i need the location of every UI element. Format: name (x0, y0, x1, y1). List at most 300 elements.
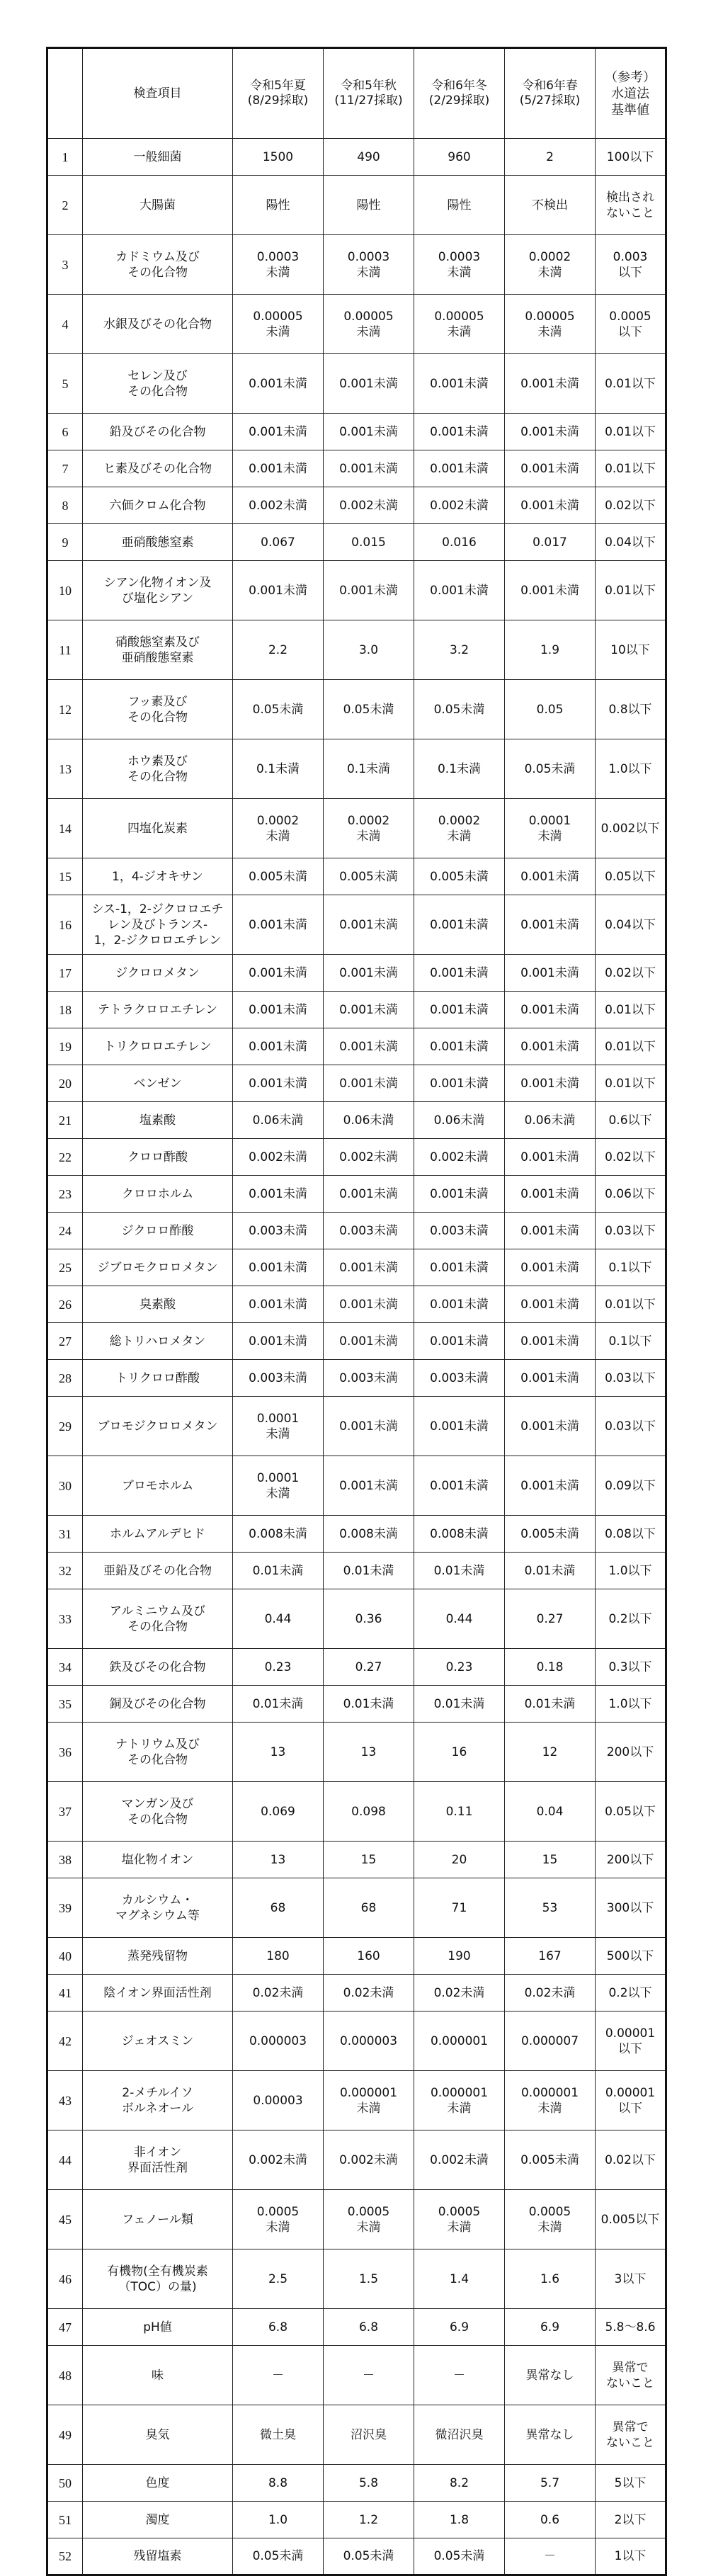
standard-value: 500以下 (596, 1938, 666, 1975)
result-value: 0.36 (324, 1589, 414, 1649)
result-value: 0.00005 未満 (233, 295, 324, 354)
standard-value: 0.01以下 (596, 561, 666, 620)
result-value: 0.06未満 (414, 1102, 505, 1139)
standard-value: 0.03以下 (596, 1360, 666, 1397)
result-value: － (505, 2538, 596, 2575)
row-number: 15 (47, 858, 83, 895)
item-name: 大腸菌 (83, 176, 233, 235)
result-value: 0.001未満 (505, 1139, 596, 1176)
table-row (47, 1686, 666, 1723)
row-number: 44 (47, 2130, 83, 2190)
row-number: 37 (47, 1782, 83, 1842)
item-name: 色度 (83, 2465, 233, 2502)
result-value: 1.5 (324, 2249, 414, 2309)
item-name: 臭気 (83, 2405, 233, 2465)
result-value: 0.001未満 (505, 1397, 596, 1456)
table-row (47, 1456, 666, 1516)
result-value: 5.8 (324, 2465, 414, 2502)
item-name: カルシウム・ マグネシウム等 (83, 1878, 233, 1938)
row-number: 8 (47, 487, 83, 524)
row-number: 18 (47, 992, 83, 1028)
result-value: 68 (324, 1878, 414, 1938)
item-name: セレン及び その化合物 (83, 354, 233, 414)
result-value: 0.002未満 (324, 1139, 414, 1176)
result-value: 0.44 (414, 1589, 505, 1649)
standard-value: 1.0以下 (596, 1553, 666, 1589)
table-row (47, 2249, 666, 2309)
result-value: 0.06未満 (505, 1102, 596, 1139)
result-value: 0.005未満 (233, 858, 324, 895)
standard-value: 0.01以下 (596, 1028, 666, 1065)
result-value: 0.001未満 (233, 1176, 324, 1213)
table-row (47, 1516, 666, 1553)
row-number: 47 (47, 2309, 83, 2346)
item-name: 硝酸態窒素及び 亜硝酸態窒素 (83, 620, 233, 680)
item-name: pH値 (83, 2309, 233, 2346)
row-number: 40 (47, 1938, 83, 1975)
result-value: 490 (324, 139, 414, 176)
header-summer-2023: 令和5年夏 (8/29採取) (233, 48, 324, 139)
result-value: 0.001未満 (505, 1065, 596, 1102)
table-row (47, 680, 666, 739)
table-row (47, 176, 666, 235)
row-number: 12 (47, 680, 83, 739)
row-number: 6 (47, 414, 83, 450)
table-row (47, 2012, 666, 2071)
result-value: 0.000001 未満 (324, 2071, 414, 2130)
result-value: 0.001未満 (324, 895, 414, 955)
result-value: 0.003未満 (324, 1360, 414, 1397)
result-value: 0.017 (505, 524, 596, 561)
result-value: 0.001未満 (505, 895, 596, 955)
result-value: 0.1未満 (233, 739, 324, 799)
result-value: 0.005未満 (505, 2130, 596, 2190)
item-name: フェノール類 (83, 2190, 233, 2249)
result-value: 0.001未満 (414, 895, 505, 955)
item-name: 味 (83, 2346, 233, 2405)
item-name: ブロモホルム (83, 1456, 233, 1516)
standard-value: 100以下 (596, 139, 666, 176)
result-value: 0.0002 未満 (324, 799, 414, 858)
standard-value: 0.0005 以下 (596, 295, 666, 354)
result-value: 異常なし (505, 2346, 596, 2405)
result-value: 960 (414, 139, 505, 176)
row-number: 28 (47, 1360, 83, 1397)
row-number: 10 (47, 561, 83, 620)
result-value: 0.005未満 (414, 858, 505, 895)
result-value: 0.001未満 (324, 1176, 414, 1213)
row-number: 24 (47, 1213, 83, 1249)
item-name: 四塩化炭素 (83, 799, 233, 858)
standard-value: 0.05以下 (596, 1782, 666, 1842)
result-value: 0.002未満 (324, 487, 414, 524)
table-row (47, 1360, 666, 1397)
row-number: 2 (47, 176, 83, 235)
result-value: 0.001未満 (324, 1065, 414, 1102)
result-value: 0.000003 (233, 2012, 324, 2071)
water-quality-table (46, 47, 667, 2576)
result-value: 71 (414, 1878, 505, 1938)
item-name: 水銀及びその化合物 (83, 295, 233, 354)
standard-value: 0.00001 以下 (596, 2071, 666, 2130)
standard-value: 1.0以下 (596, 1686, 666, 1723)
standard-value: 0.3以下 (596, 1649, 666, 1686)
item-name: 塩化物イオン (83, 1842, 233, 1878)
standard-value: 0.003 以下 (596, 235, 666, 295)
result-value: 0.11 (414, 1782, 505, 1842)
table-row (47, 2465, 666, 2502)
row-number: 26 (47, 1286, 83, 1323)
table-row (47, 1213, 666, 1249)
table-row (47, 1553, 666, 1589)
standard-value: 異常で ないこと (596, 2346, 666, 2405)
result-value: 0.001未満 (233, 354, 324, 414)
table-row (47, 739, 666, 799)
result-value: 0.27 (505, 1589, 596, 1649)
result-value: 0.001未満 (324, 1286, 414, 1323)
item-name: シス-1，2-ジクロロエチ レン及びトランス- 1，2-ジクロロエチレン (83, 895, 233, 955)
result-value: 0.001未満 (414, 1323, 505, 1360)
result-value: 0.0002 未満 (414, 799, 505, 858)
table-row (47, 1028, 666, 1065)
result-value: 0.02未満 (233, 1975, 324, 2012)
row-number: 45 (47, 2190, 83, 2249)
row-number: 14 (47, 799, 83, 858)
standard-value: 5.8～8.6 (596, 2309, 666, 2346)
item-name: 塩素酸 (83, 1102, 233, 1139)
result-value: 15 (324, 1842, 414, 1878)
table-row (47, 235, 666, 295)
result-value: 0.001未満 (324, 1456, 414, 1516)
item-name: ブロモジクロロメタン (83, 1397, 233, 1456)
item-name: 六価クロム化合物 (83, 487, 233, 524)
result-value: 0.003未満 (233, 1213, 324, 1249)
result-value: 0.001未満 (414, 1028, 505, 1065)
standard-value: 0.02以下 (596, 487, 666, 524)
result-value: 0.0002 未満 (505, 235, 596, 295)
result-value: 0.002未満 (233, 1139, 324, 1176)
row-number: 36 (47, 1723, 83, 1782)
result-value: 0.005未満 (324, 858, 414, 895)
row-number: 34 (47, 1649, 83, 1686)
row-number: 46 (47, 2249, 83, 2309)
standard-value: 0.1以下 (596, 1249, 666, 1286)
result-value: 0.01未満 (324, 1553, 414, 1589)
result-value: 0.01未満 (505, 1553, 596, 1589)
result-value: 0.003未満 (324, 1213, 414, 1249)
item-name: ホウ素及び その化合物 (83, 739, 233, 799)
result-value: 0.001未満 (505, 487, 596, 524)
item-name: 陰イオン界面活性剤 (83, 1975, 233, 2012)
result-value: 0.05未満 (414, 2538, 505, 2575)
item-name: シアン化物イオン及 び塩化シアン (83, 561, 233, 620)
row-number: 51 (47, 2502, 83, 2538)
row-number: 50 (47, 2465, 83, 2502)
item-name: 臭素酸 (83, 1286, 233, 1323)
header-standard (596, 48, 666, 139)
result-value: 0.001未満 (324, 561, 414, 620)
result-value: 0.005未満 (505, 1516, 596, 1553)
item-name: ジクロロ酢酸 (83, 1213, 233, 1249)
item-name: 総トリハロメタン (83, 1323, 233, 1360)
result-value: 0.001未満 (233, 1249, 324, 1286)
result-value: 0.44 (233, 1589, 324, 1649)
standard-value: 0.05以下 (596, 858, 666, 895)
result-value: 0.003未満 (233, 1360, 324, 1397)
table-row (47, 2405, 666, 2465)
result-value: 0.001未満 (233, 414, 324, 450)
result-value: 0.015 (324, 524, 414, 561)
result-value: 0.001未満 (414, 561, 505, 620)
result-value: － (324, 2346, 414, 2405)
result-value: 0.00005 未満 (414, 295, 505, 354)
result-value: 1.6 (505, 2249, 596, 2309)
result-value: 0.001未満 (414, 354, 505, 414)
result-value: 0.001未満 (505, 992, 596, 1028)
header-item: 検査項目 (83, 48, 233, 139)
result-value: 0.0005 未満 (324, 2190, 414, 2249)
standard-value: 検出され ないこと (596, 176, 666, 235)
item-name: テトラクロロエチレン (83, 992, 233, 1028)
table-row (47, 354, 666, 414)
result-value: 13 (233, 1842, 324, 1878)
standard-value: 0.01以下 (596, 992, 666, 1028)
standard-value: 0.02以下 (596, 955, 666, 992)
item-name: ヒ素及びその化合物 (83, 450, 233, 487)
result-value: 0.05未満 (233, 2538, 324, 2575)
table-row (47, 1286, 666, 1323)
table-row (47, 450, 666, 487)
result-value: 0.01未満 (414, 1686, 505, 1723)
result-value: 0.001未満 (324, 992, 414, 1028)
result-value: 0.05未満 (414, 680, 505, 739)
result-value: 12 (505, 1723, 596, 1782)
result-value: 190 (414, 1938, 505, 1975)
item-name: 一般細菌 (83, 139, 233, 176)
table-row (47, 799, 666, 858)
item-name: 鉛及びその化合物 (83, 414, 233, 450)
result-value: 3.2 (414, 620, 505, 680)
item-name: 非イオン 界面活性剤 (83, 2130, 233, 2190)
result-value: 8.2 (414, 2465, 505, 2502)
result-value: 0.001未満 (414, 1397, 505, 1456)
result-value: 0.0003 未満 (414, 235, 505, 295)
result-value: 0.0002 未満 (233, 799, 324, 858)
result-value: 0.000003 (324, 2012, 414, 2071)
row-number: 4 (47, 295, 83, 354)
row-number: 3 (47, 235, 83, 295)
table-row (47, 139, 666, 176)
result-value: 微沼沢臭 (414, 2405, 505, 2465)
result-value: 0.001未満 (505, 561, 596, 620)
table-row (47, 2130, 666, 2190)
result-value: 0.002未満 (233, 487, 324, 524)
result-value: 陽性 (414, 176, 505, 235)
result-value: 0.00003 (233, 2071, 324, 2130)
row-number: 48 (47, 2346, 83, 2405)
result-value: 1.4 (414, 2249, 505, 2309)
result-value: 0.067 (233, 524, 324, 561)
result-value: 0.001未満 (233, 1065, 324, 1102)
item-name: ジブロモクロロメタン (83, 1249, 233, 1286)
result-value: 0.001未満 (233, 955, 324, 992)
result-value: 0.001未満 (324, 354, 414, 414)
table-row (47, 487, 666, 524)
result-value: 0.0005 未満 (505, 2190, 596, 2249)
result-value: 0.27 (324, 1649, 414, 1686)
standard-value: 0.005以下 (596, 2190, 666, 2249)
standard-value: 0.01以下 (596, 354, 666, 414)
result-value: 8.8 (233, 2465, 324, 2502)
item-name: アルミニウム及び その化合物 (83, 1589, 233, 1649)
result-value: 0.001未満 (233, 992, 324, 1028)
table-row (47, 524, 666, 561)
table-row (47, 2071, 666, 2130)
table-row (47, 2538, 666, 2575)
result-value: 0.001未満 (233, 1028, 324, 1065)
table-row (47, 1649, 666, 1686)
standard-value: 200以下 (596, 1723, 666, 1782)
table-row (47, 1065, 666, 1102)
result-value: 0.001未満 (505, 1360, 596, 1397)
result-value: 0.00005 未満 (505, 295, 596, 354)
result-value: 0.069 (233, 1782, 324, 1842)
result-value: 53 (505, 1878, 596, 1938)
row-number: 20 (47, 1065, 83, 1102)
table-row (47, 414, 666, 450)
result-value: 0.0005 未満 (414, 2190, 505, 2249)
result-value: 0.001未満 (233, 1286, 324, 1323)
row-number: 17 (47, 955, 83, 992)
table-row (47, 2309, 666, 2346)
item-name: 鉄及びその化合物 (83, 1649, 233, 1686)
row-number: 1 (47, 139, 83, 176)
result-value: 0.001未満 (324, 1028, 414, 1065)
standard-value: 0.08以下 (596, 1516, 666, 1553)
standard-value: 0.01以下 (596, 1286, 666, 1323)
result-value: 0.05未満 (324, 680, 414, 739)
result-value: 0.001未満 (505, 1323, 596, 1360)
result-value: 0.001未満 (414, 1286, 505, 1323)
result-value: 0.0001 未満 (233, 1397, 324, 1456)
row-number: 16 (47, 895, 83, 955)
result-value: 0.0003 未満 (324, 235, 414, 295)
result-value: 0.002未満 (414, 2130, 505, 2190)
standard-value: 5以下 (596, 2465, 666, 2502)
table-row (47, 1176, 666, 1213)
row-number: 33 (47, 1589, 83, 1649)
result-value: 0.05 (505, 680, 596, 739)
table-row (47, 1938, 666, 1975)
standard-value: 0.01以下 (596, 1065, 666, 1102)
result-value: 異常なし (505, 2405, 596, 2465)
result-value: 0.04 (505, 1782, 596, 1842)
result-value: 0.001未満 (233, 450, 324, 487)
table-row (47, 295, 666, 354)
result-value: 0.01未満 (233, 1553, 324, 1589)
header-row (47, 48, 666, 139)
result-value: 0.008未満 (233, 1516, 324, 1553)
result-value: 0.000001 未満 (414, 2071, 505, 2130)
result-value: 陽性 (324, 176, 414, 235)
item-name: カドミウム及び その化合物 (83, 235, 233, 295)
result-value: 0.098 (324, 1782, 414, 1842)
result-value: 1500 (233, 139, 324, 176)
result-value: 0.000001 (414, 2012, 505, 2071)
item-name: クロロ酢酸 (83, 1139, 233, 1176)
standard-value: 0.04以下 (596, 895, 666, 955)
result-value: 0.05未満 (324, 2538, 414, 2575)
result-value: 0.001未満 (324, 955, 414, 992)
row-number: 5 (47, 354, 83, 414)
result-value: 0.23 (414, 1649, 505, 1686)
row-number: 35 (47, 1686, 83, 1723)
result-value: 167 (505, 1938, 596, 1975)
result-value: 0.001未満 (233, 1323, 324, 1360)
result-value: 0.1未満 (324, 739, 414, 799)
result-value: 0.02未満 (505, 1975, 596, 2012)
item-name: マンガン及び その化合物 (83, 1782, 233, 1842)
row-number: 32 (47, 1553, 83, 1589)
header-standard-value: 基準値 (611, 102, 649, 118)
result-value: 0.06未満 (324, 1102, 414, 1139)
result-value: 0.001未満 (505, 450, 596, 487)
header-standard-ref: （参考） (605, 69, 656, 85)
result-value: 1.8 (414, 2502, 505, 2538)
result-value: 0.00005 未満 (324, 295, 414, 354)
row-number: 19 (47, 1028, 83, 1065)
result-value: 0.001未満 (324, 414, 414, 450)
result-value: 0.002未満 (414, 487, 505, 524)
row-number: 39 (47, 1878, 83, 1938)
result-value: 0.001未満 (505, 1213, 596, 1249)
result-value: 0.001未満 (414, 1065, 505, 1102)
table-row (47, 1397, 666, 1456)
item-name: 2-メチルイソ ボルネオール (83, 2071, 233, 2130)
table-row (47, 1842, 666, 1878)
result-value: 0.0001 未満 (505, 799, 596, 858)
item-name: トリクロロエチレン (83, 1028, 233, 1065)
result-value: 6.9 (505, 2309, 596, 2346)
item-name: クロロホルム (83, 1176, 233, 1213)
table-row (47, 1782, 666, 1842)
standard-value: 0.6以下 (596, 1102, 666, 1139)
table-body (47, 139, 666, 2575)
header-number (47, 48, 83, 139)
standard-value: 1.0以下 (596, 739, 666, 799)
row-number: 52 (47, 2538, 83, 2575)
item-name: 1，4-ジオキサン (83, 858, 233, 895)
result-value: 0.001未満 (505, 414, 596, 450)
item-name: トリクロロ酢酸 (83, 1360, 233, 1397)
row-number: 31 (47, 1516, 83, 1553)
result-value: 0.001未満 (414, 1249, 505, 1286)
standard-value: 0.2以下 (596, 1975, 666, 2012)
result-value: 0.001未満 (324, 1323, 414, 1360)
result-value: 0.001未満 (505, 1456, 596, 1516)
result-value: 2.5 (233, 2249, 324, 2309)
standard-value: 0.09以下 (596, 1456, 666, 1516)
standard-value: 0.01以下 (596, 450, 666, 487)
result-value: 0.001未満 (505, 1249, 596, 1286)
result-value: 6.8 (233, 2309, 324, 2346)
result-value: 0.001未満 (505, 955, 596, 992)
row-number: 41 (47, 1975, 83, 2012)
result-value: 0.001未満 (505, 1028, 596, 1065)
header-standard-law: 水道法 (611, 86, 649, 101)
result-value: 0.0003 未満 (233, 235, 324, 295)
item-name: ベンゼン (83, 1065, 233, 1102)
